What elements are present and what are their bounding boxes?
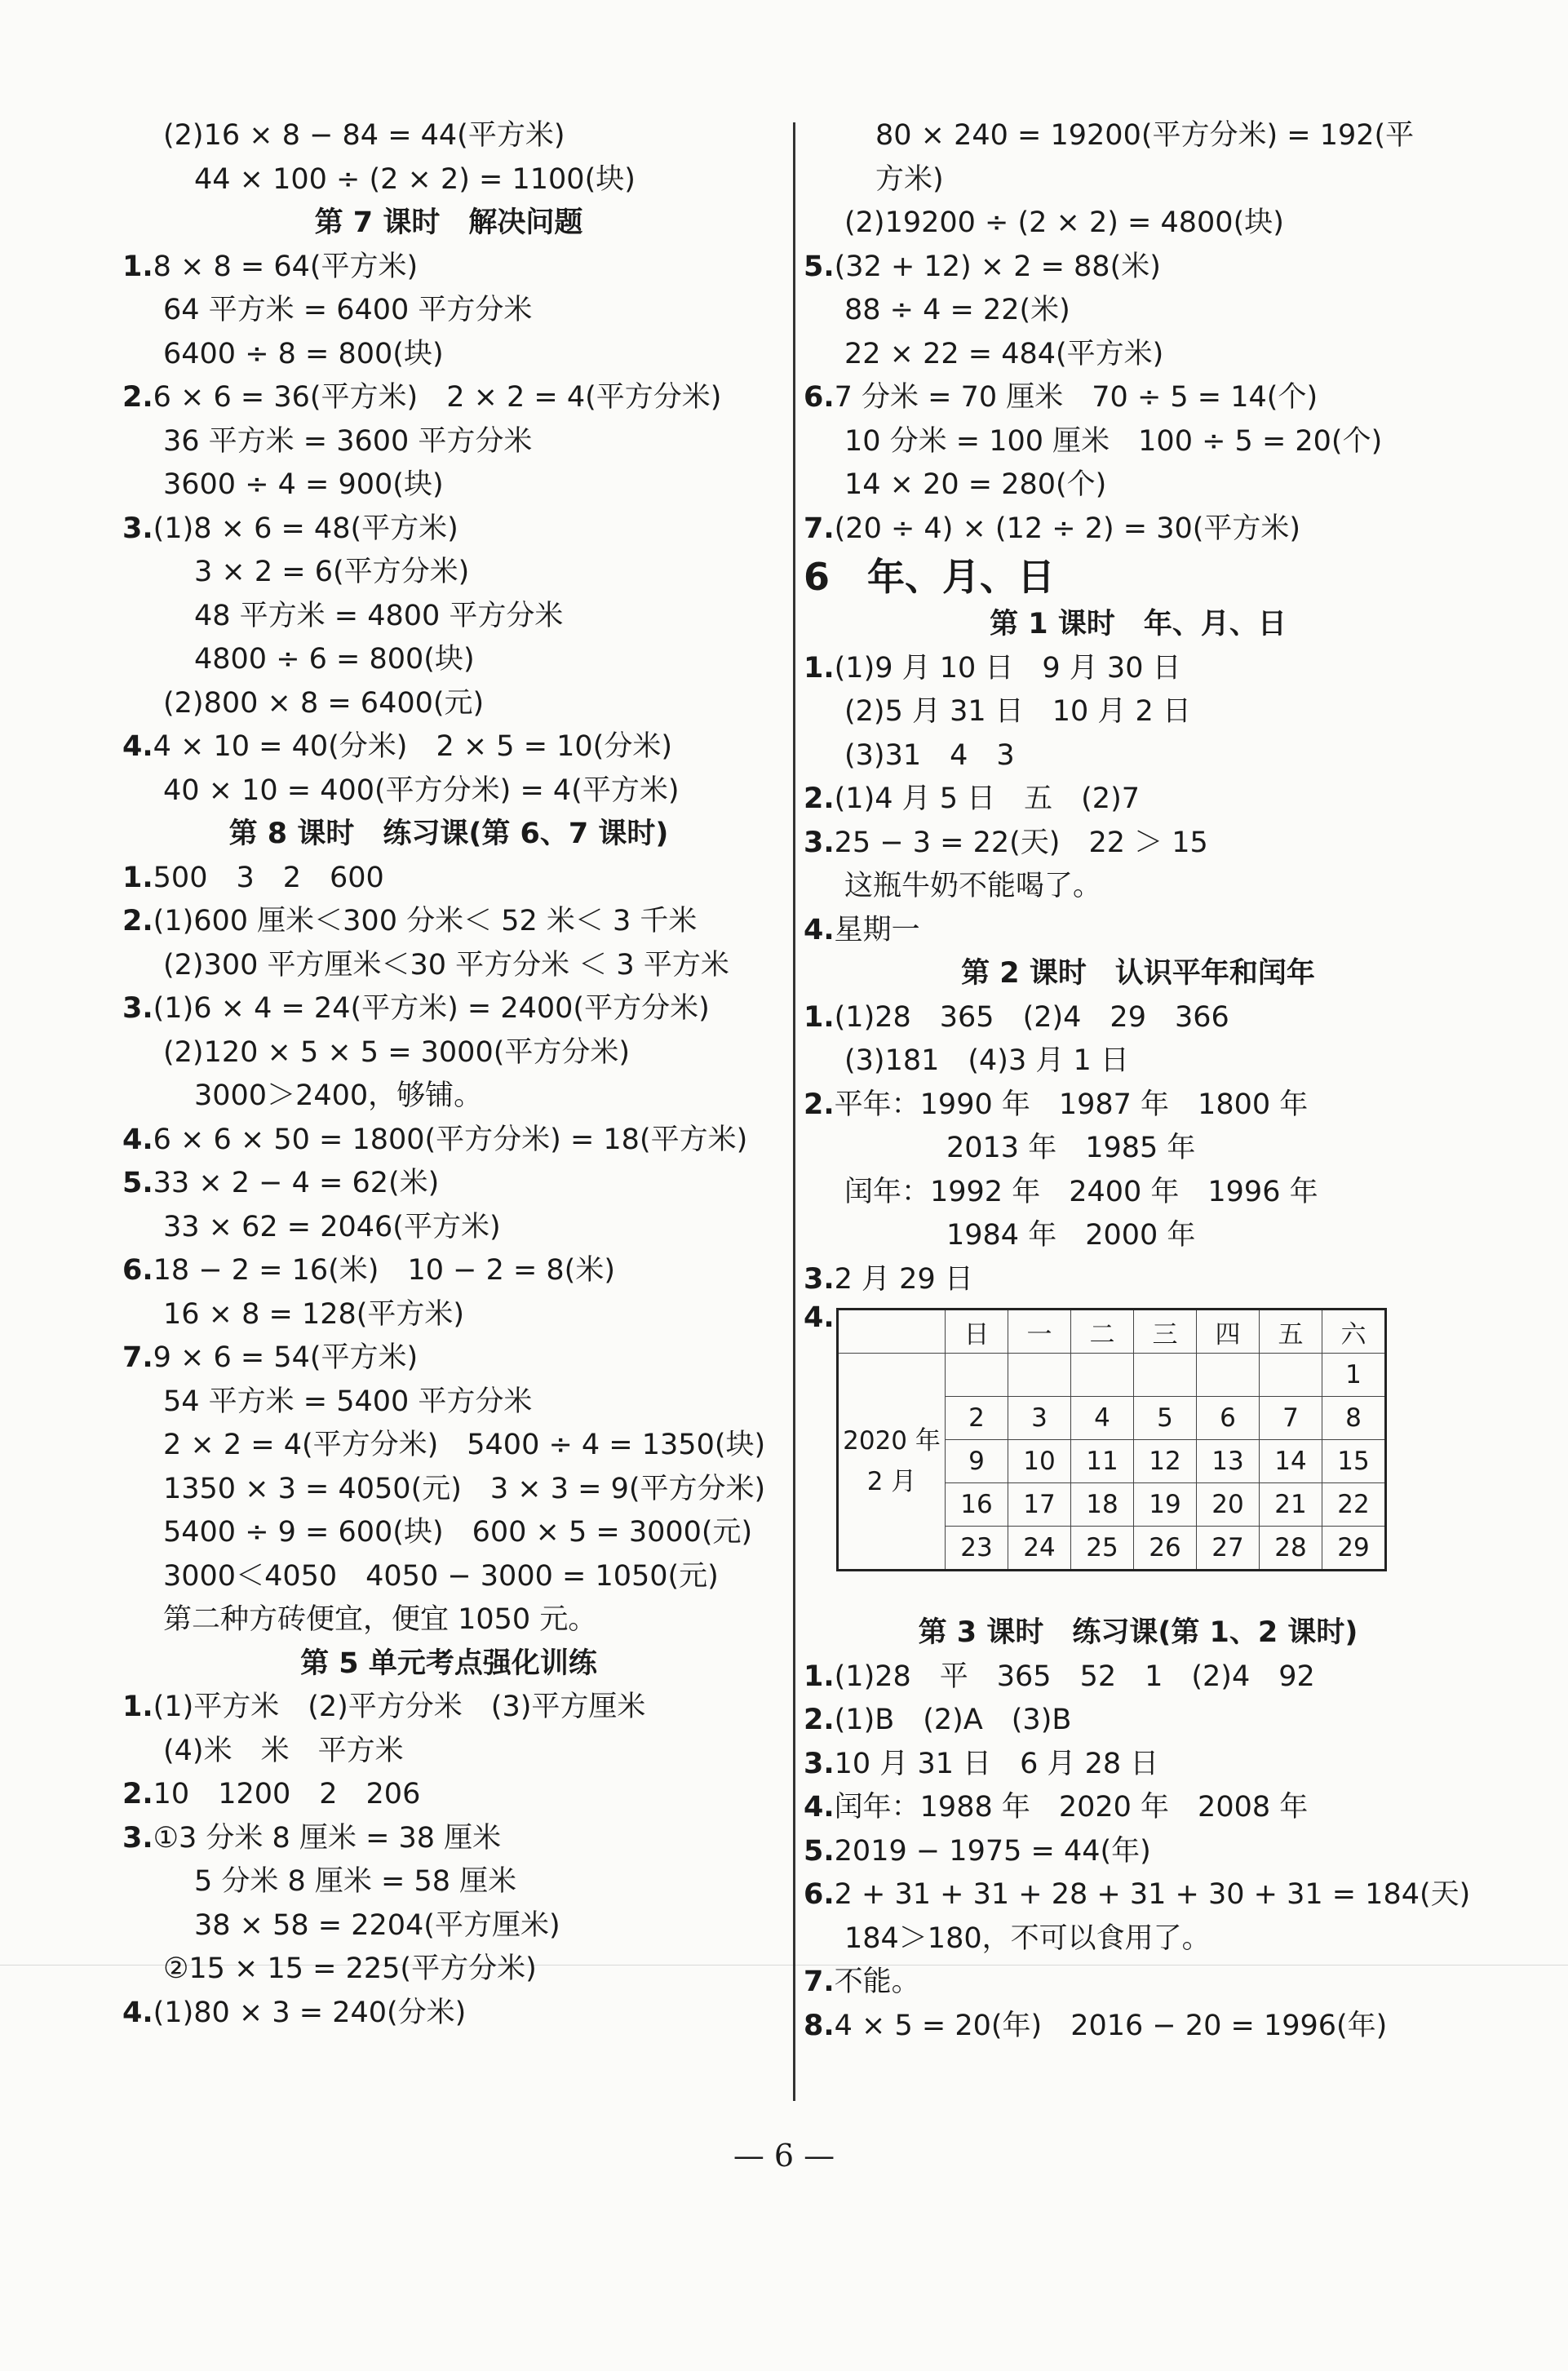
chapter-title: 6 年、月、日 [804,555,1056,599]
calendar-day-cell [946,1354,1008,1397]
answer-text: (1)6 × 4 = 24(平方米) = 2400(平方分米) [153,992,710,1025]
answer-line [122,725,775,769]
answer-line [804,996,1473,1040]
calendar-month-text: 2 月 [866,1467,917,1496]
answer-text: (1)28 365 (2)4 29 366 [834,1000,1229,1034]
answer-text: 8 × 8 = 64(平方米) [153,250,419,283]
answer-line: 3600 ÷ 4 = 900(块) [163,468,444,501]
calendar-day-cell: 6 [1197,1397,1260,1440]
answer-text: 4 × 10 = 40(分米) 2 × 5 = 10(分米) [153,730,672,763]
calendar-day-cell: 10 [1008,1440,1071,1483]
answer-line [122,246,775,290]
question-number: 5. [804,250,835,283]
answer-line [804,822,1473,866]
question-number: 1. [122,1691,153,1723]
answer-line [804,246,1473,290]
answer-text: (20 ÷ 4) × (12 ÷ 2) = 30(平方米) [834,512,1301,545]
answer-text: 10 1200 2 206 [153,1778,421,1810]
calendar-day-cell: 26 [1134,1527,1197,1571]
calendar-weekday-row [838,1310,1386,1354]
answer-line [804,909,1473,953]
question-number: 1. [122,250,153,283]
answer-line [122,987,775,1031]
answer-text: 6 × 6 = 36(平方米) 2 × 2 = 4(平方分米) [153,381,722,414]
question-number: 4. [804,1301,835,1334]
section-heading: 第 1 课时 年、月、日 [990,608,1287,640]
answer-line: 16 × 8 = 128(平方米) [163,1297,465,1331]
question-number: 2. [804,1088,835,1121]
calendar-weekday-cell: 六 [1322,1310,1386,1354]
calendar-day-cell: 5 [1134,1397,1197,1440]
calendar-weekday-cell: 四 [1197,1310,1260,1354]
answer-line: 36 平方米 = 3600 平方分米 [163,424,533,458]
answer-line [804,1084,1473,1128]
answer-text: 18 − 2 = 16(米) 10 − 2 = 8(米) [153,1254,615,1287]
answer-line [804,1786,1473,1830]
calendar-day-cell: 15 [1322,1440,1386,1483]
answer-line: 这瓶牛奶不能喝了。 [844,870,1102,902]
answer-text: 7 分米 = 70 厘米 70 ÷ 5 = 14(个) [834,381,1318,414]
answer-line [122,507,775,552]
answer-text: 2 月 29 日 [834,1262,973,1296]
answer-text: (1)80 × 3 = 240(分米) [153,1996,467,2029]
question-number: 2. [122,1778,153,1810]
calendar-day-cell: 17 [1008,1483,1071,1527]
calendar-day-cell: 20 [1197,1483,1260,1527]
calendar-weekday-cell: 日 [946,1310,1008,1354]
question-number: 3. [122,512,153,545]
answer-line: 方米) [875,162,944,196]
question-number: 7. [804,1965,835,1998]
calendar-day-cell: 1 [1322,1354,1386,1397]
answer-line [804,1743,1473,1787]
calendar-day-cell: 16 [946,1483,1008,1527]
right-column-top [804,114,1473,1301]
answer-line [122,1992,775,2036]
calendar-weekday-cell: 一 [1008,1310,1071,1354]
answer-text: 星期一 [834,913,920,946]
answer-line: (2)5 月 31 日 10 月 2 日 [844,695,1191,728]
answer-text: (1)平方米 (2)平方分米 (3)平方厘米 [153,1691,646,1723]
question-number: 3. [804,1747,835,1780]
answer-text: (1)9 月 10 日 9 月 30 日 [834,651,1181,685]
answer-line: ②15 × 15 = 225(平方分米) [163,1952,537,1985]
question-number: 2. [804,1704,835,1736]
answer-line: 3000＞2400，够铺。 [194,1079,483,1112]
question-number: 3. [122,1821,153,1855]
answer-text: 2019 − 1975 = 44(年) [834,1834,1151,1868]
answer-line [804,2005,1473,2049]
answer-line: (2)120 × 5 × 5 = 3000(平方分米) [163,1035,631,1069]
calendar-week-row [838,1354,1386,1397]
question-number: 5. [122,1167,153,1199]
answer-line: 2013 年 1985 年 [946,1132,1196,1164]
answer-line: 5400 ÷ 9 = 600(块) 600 × 5 = 3000(元) [163,1516,753,1549]
section-heading: 第 7 课时 解决问题 [314,206,583,239]
answer-line: 54 平方米 = 5400 平方分米 [163,1385,533,1418]
calendar-day-cell: 3 [1008,1397,1071,1440]
calendar-weekday-cell: 五 [1260,1310,1322,1354]
answer-text: (1)4 月 5 日 五 (2)7 [834,782,1140,815]
answer-text: 2 + 31 + 31 + 28 + 31 + 30 + 31 = 184(天) [834,1878,1471,1911]
answer-text: (1)8 × 6 = 48(平方米) [153,512,458,545]
calendar-day-cell: 24 [1008,1527,1071,1571]
calendar-day-cell: 4 [1071,1397,1134,1440]
calendar-day-cell [1260,1354,1322,1397]
calendar-day-cell: 22 [1322,1483,1386,1527]
calendar-weekday-cell: 二 [1071,1310,1134,1354]
answer-line [122,1119,775,1163]
answer-text: (1)28 平 365 52 1 (2)4 92 [834,1660,1315,1693]
answer-line: 22 × 22 = 484(平方米) [844,337,1164,370]
page-number: — 6 — [733,2138,835,2174]
answer-text: 6 × 6 × 50 = 1800(平方分米) = 18(平方米) [153,1123,748,1156]
calendar-day-cell: 23 [946,1527,1008,1571]
answer-line: 1984 年 2000 年 [946,1219,1196,1252]
question-number: 4. [122,1996,153,2029]
answer-text: 平年：1990 年 1987 年 1800 年 [834,1088,1309,1121]
answer-line [122,1817,775,1861]
answer-line: 48 平方米 = 4800 平方分米 [194,599,564,632]
calendar-day-cell: 18 [1071,1483,1134,1527]
question-number: 1. [804,651,835,685]
calendar-day-cell: 2 [946,1397,1008,1440]
question-number: 2. [122,905,153,937]
answer-text: (1)B (2)A (3)B [834,1704,1072,1736]
answer-line: 44 × 100 ÷ (2 × 2) = 1100(块) [194,162,636,196]
answer-line: 3000＜4050 4050 − 3000 = 1050(元) [163,1559,719,1593]
question-number: 2. [804,782,835,815]
question-number: 4. [122,1123,153,1156]
answer-text: 25 − 3 = 22(天) 22 ＞ 15 [834,826,1208,859]
answer-line: (4)米 米 平方米 [163,1734,404,1767]
calendar-day-cell [1134,1354,1197,1397]
answer-line: (3)181 (4)3 月 1 日 [844,1044,1129,1077]
answer-text: 33 × 2 − 4 = 62(米) [153,1167,440,1199]
answer-text: 闰年：1988 年 2020 年 2008 年 [834,1791,1309,1824]
calendar-day-cell: 25 [1071,1527,1134,1571]
answer-line: (2)800 × 8 = 6400(元) [163,686,485,720]
question-number: 6. [804,381,835,414]
answer-text: 9 × 6 = 54(平方米) [153,1341,419,1374]
answer-line: 10 分米 = 100 厘米 100 ÷ 5 = 20(个) [844,424,1383,458]
answer-text: 10 月 31 日 6 月 28 日 [834,1747,1159,1780]
question-number: 3. [804,826,835,859]
calendar-day-cell: 11 [1071,1440,1134,1483]
answer-line [804,507,1473,552]
question-number: 3. [804,1262,835,1296]
calendar-table [836,1308,1387,1571]
question-number: 6. [804,1878,835,1911]
calendar-day-cell [1008,1354,1071,1397]
calendar-day-cell: 13 [1197,1440,1260,1483]
answer-line [804,647,1473,691]
answer-text: 500 3 2 600 [153,861,384,894]
calendar-day-cell: 8 [1322,1397,1386,1440]
answer-line [122,376,775,420]
answer-line: 6400 ÷ 8 = 800(块) [163,337,444,370]
answer-line [122,1336,775,1380]
question-number: 3. [122,992,153,1025]
question-number: 1. [804,1000,835,1034]
answer-line: 80 × 240 = 19200(平方分米) = 192(平 [875,119,1415,152]
calendar-day-cell: 21 [1260,1483,1322,1527]
calendar-day-cell [1071,1354,1134,1397]
calendar-day-cell: 14 [1260,1440,1322,1483]
answer-line [804,778,1473,822]
answer-text: (32 + 12) × 2 = 88(米) [834,250,1161,283]
calendar-weekday-cell: 三 [1134,1310,1197,1354]
question-number: 1. [804,1660,835,1693]
calendar-day-cell: 12 [1134,1440,1197,1483]
question-number: 5. [804,1834,835,1868]
answer-line [122,1162,775,1206]
answer-line: (2)19200 ÷ (2 × 2) = 4800(块) [844,206,1284,239]
answer-line [804,1830,1473,1874]
calendar-month-label [838,1354,946,1571]
answer-line: 5 分米 8 厘米 = 58 厘米 [194,1865,517,1898]
answer-line [122,900,775,944]
calendar-day-cell: 27 [1197,1527,1260,1571]
answer-line [122,1686,775,1730]
answer-text: 不能。 [834,1965,920,1998]
answer-line: 4800 ÷ 6 = 800(块) [194,643,475,676]
calendar-question [804,1301,1473,1611]
answer-line: (2)16 × 8 − 84 = 44(平方米) [163,119,565,152]
answer-line [122,857,775,901]
answer-line [804,1655,1473,1700]
calendar-day-cell: 28 [1260,1527,1322,1571]
question-number: 6. [122,1254,153,1287]
section-heading: 第 5 单元考点强化训练 [300,1646,597,1680]
answer-line: 184＞180，不可以食用了。 [844,1921,1211,1955]
column-divider [793,122,795,2101]
answer-line: (2)300 平方厘米＜30 平方分米 ＜ 3 平方米 [163,948,729,982]
answer-line [804,376,1473,420]
answer-line [122,1773,775,1817]
answer-line: 3 × 2 = 6(平方分米) [194,556,470,588]
answer-line: 14 × 20 = 280(个) [844,468,1107,501]
question-number: 4. [804,913,835,946]
question-number: 4. [122,730,153,763]
answer-line: 第二种方砖便宜，便宜 1050 元。 [163,1603,597,1636]
question-number: 1. [122,861,153,894]
answer-line: 88 ÷ 4 = 22(米) [844,294,1070,326]
left-column [122,114,775,2035]
answer-line [804,1873,1473,1917]
answer-line: 33 × 62 = 2046(平方米) [163,1210,501,1243]
answer-line: 闰年：1992 年 2400 年 1996 年 [844,1175,1318,1208]
answer-line: 38 × 58 = 2204(平方厘米) [194,1908,560,1942]
calendar-year-text: 2020 年 [843,1426,941,1456]
right-column-bottom [804,1611,1473,2048]
calendar-day-cell [1197,1354,1260,1397]
calendar-day-cell: 7 [1260,1397,1322,1440]
answer-line: (3)31 4 3 [844,738,1015,772]
calendar-corner-cell [838,1310,946,1354]
answer-text: ①3 分米 8 厘米 = 38 厘米 [153,1821,502,1855]
answer-text: (1)600 厘米＜300 分米＜ 52 米＜ 3 千米 [153,905,698,937]
calendar-day-cell: 19 [1134,1483,1197,1527]
right-column [804,114,1473,2048]
answer-line [804,1258,1473,1302]
section-heading: 第 2 课时 认识平年和闰年 [961,957,1315,990]
answer-line: 1350 × 3 = 4050(元) 3 × 3 = 9(平方分米) [163,1472,766,1505]
answer-line [804,1699,1473,1743]
answer-line [122,1249,775,1293]
section-heading: 第 3 课时 练习课(第 1、2 课时) [918,1616,1358,1649]
calendar-day-cell: 9 [946,1440,1008,1483]
answer-line: 40 × 10 = 400(平方分米) = 4(平方米) [163,773,680,807]
question-number: 4. [804,1791,835,1824]
question-number: 7. [804,512,835,545]
answer-text: 4 × 5 = 20(年) 2016 − 20 = 1996(年) [834,2009,1388,2042]
calendar-day-cell: 29 [1322,1527,1386,1571]
answer-line: 64 平方米 = 6400 平方分米 [163,294,533,326]
answer-line [804,1961,1473,2005]
question-number: 2. [122,381,153,414]
answer-line: 2 × 2 = 4(平方分米) 5400 ÷ 4 = 1350(块) [163,1429,766,1461]
section-heading: 第 8 课时 练习课(第 6、7 课时) [228,818,669,850]
question-number: 8. [804,2009,835,2042]
question-number: 7. [122,1341,153,1374]
